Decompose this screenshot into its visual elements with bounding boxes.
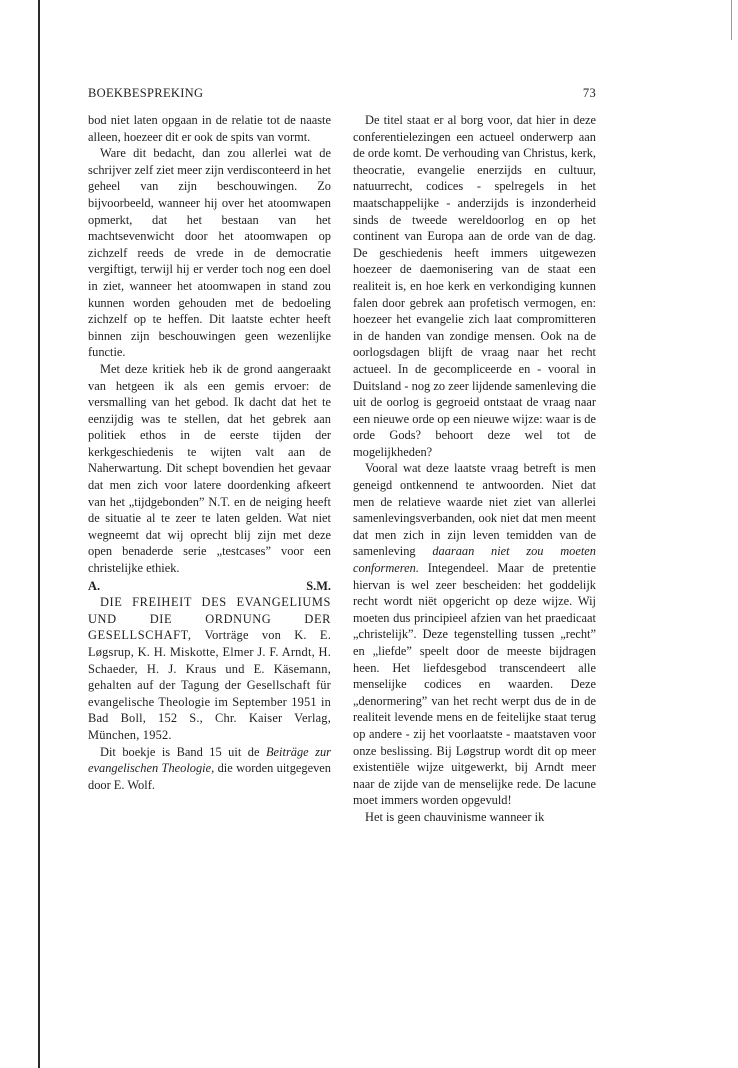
left-column — [88, 112, 331, 793]
paragraph-continuation: bod niet laten opgaan in de relatie tot de naaste alleen, hoezeer dit er ook de spits van vormt. — [88, 113, 331, 144]
text-run: Integendeel. Maar de pretentie hiervan is wel zeer bescheiden: het goddelijk recht wordt niët opgericht op deze wijze. Wij moeten dus principieel afzien van het praedicaat „christelijk”. Deze tegenstelling tussen „recht” en „liefde” speelt door de meeste bijdragen heen. Het liefdesgebod transcendeert alle menselijke codices en waarden. Deze „denormering” van het recht werpt dus de in de realiteit levende mens en de feitelijke staat terug op andere - zij het voorlaatste - maatstaven voor onze beslissing. Bij Løgstrup wordt dit op meer existentiële wijze uitgewerkt, bij Arndt meer naar de zijde van de menselijke rede. De lacune moet immers worden opgevuld! — [353, 561, 596, 808]
paragraph: Ware dit bedacht, dan zou allerlei wat de schrijver zelf ziet meer zijn verdisconteerd in het geheel van zijn beschouwingen. Zo bijvoorbeeld, wanneer hij over het atoomwapen opmerkt, dat het bestaan van het machtsevenwicht door het atoomwapen op zichzelf reeds de vrede in de democratie vergiftigt, terwijl hij er verder toch nog een doel in ziet, wanneer het atoomwapen in stand zou kunnen worden gehouden met de bedoeling zichzelf op te heffen. Dit laatste echter heeft binnen zijn beschouwingen geen wezenlijke functie. — [88, 146, 331, 360]
page-number: 73 — [582, 86, 596, 100]
book-title: DIE FREIHEIT DES EVANGELIUMS UND DIE ORDNUNG DER GESELLSCHAFT, — [88, 595, 331, 643]
emphasis: daaraan niet zou moeten conformeren. — [353, 544, 596, 576]
series-title: Beiträge zur evangelischen Theologie, — [88, 744, 331, 776]
book-citation — [88, 594, 331, 743]
text-run: die worden uitgegeven door E. Wolf. — [88, 761, 331, 792]
scan-edge-mark — [731, 0, 732, 40]
paragraph — [88, 744, 331, 794]
book-details: Vorträge von K. E. Løgsrup, K. H. Miskotte, Elmer J. F. Arndt, H. Schaeder, H. J. Kraus und E. Käsemann, gehalten auf der Tagung der Gesellschaft für evangelische Theologie im September 1951 in Bad Boll, 152 S., Chr. Kaiser Verlag, München, 1952. — [88, 628, 331, 742]
text-run: Vooral wat deze laatste vraag betreft is men geneigd ontkennend te antwoorden. Niet dat men de relatieve waarde niet ziet van allerlei samenlevingsverbanden, ook niet dat men meent dat men zich in zijn leven temidden van de samenleving — [353, 461, 596, 559]
running-title: BOEKBESPREKING — [88, 86, 204, 100]
paragraph: Met deze kritiek heb ik de grond aangeraakt van hetgeen ik als een gemis ervoer: de versmalling van het gebod. Ik dacht dat het te eenzijdig was te stellen, dat het gebrek aan politiek ethos in de eerste tijden der kerkgeschiedenis te wijten valt aan de Naherwartung. Dit schept bovendien het gevaar dat men zich voor latere doordenking afkeert van het „tijdgebonden” N.T. en de neiging heeft de situatie al te zeer te laten gelden. Wat niet wegneemt dat wij oprecht blij zijn met deze open benaderde serie „testcases” voor een christelijke ethiek. — [88, 361, 331, 576]
paragraph — [353, 460, 596, 808]
page-edge — [38, 0, 40, 1068]
paragraph: Het is geen chauvinisme wanneer ik — [365, 809, 545, 824]
right-column — [353, 112, 596, 826]
review-signature — [88, 578, 331, 595]
signature-initial-left: A. — [88, 578, 101, 593]
paragraph: De titel staat er al borg voor, dat hier in deze conferentielezingen een actueel onderwerp aan de orde komt. De verhouding van Christus, kerk, theocratie, evangelie enerzijds en cultuur, natuurrecht, codices - spelregels in het maatschappelijke - anderzijds is inzonderheid sinds de tweede wereldoorlog en op het continent van Europa aan de orde van de dag. De geschiedenis heeft immers uitgewezen hoezeer de daemonisering van de staat een realiteit is, en hoe kerk en verkondiging kunnen falen door gebrek aan profetisch vermogen, en: hoezeer het evangelie zich laat compromitteren in de handen van zondige mensen. Ook na de oorlogsdagen blijft de vraag naar het recht actueel. In de gecompliceerde en - vooral in Duitsland - nog zo zeer lijdende samenleving die uit de oorlog is gegroeid ontstaat de vraag naar een nieuwe orde op een nieuwe wijze: waar is de orde Gods? behoort deze wel tot de mogelijkheden? — [353, 113, 596, 459]
text-run: Dit boekje is Band 15 uit de — [100, 744, 260, 759]
signature-initial-right: S.M. — [306, 578, 331, 593]
